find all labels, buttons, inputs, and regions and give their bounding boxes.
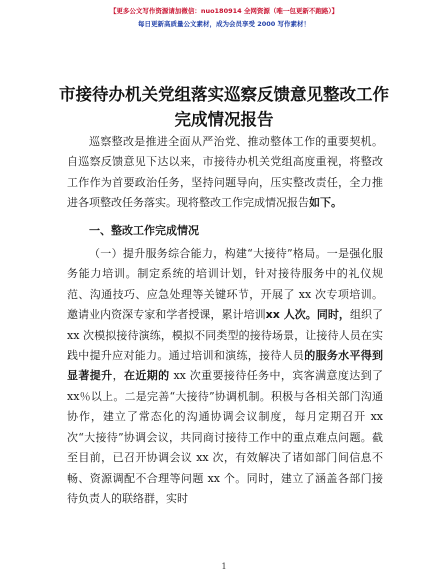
promo-line-1: 【更多公文写作资源请加微信：nuo180914 全网资源（唯一包更新不跑路）】 — [109, 7, 339, 15]
para1-part-b: xx 人次。同 — [265, 308, 328, 322]
title-line-1: 市接待办机关党组落实巡察反馈意见整改工作 — [59, 85, 389, 104]
intro-text: 巡察整改是推进全面从严治党、推动整体工作的重要契机。自巡察反馈意见下达以来，市接待办机关党组高度重视，将整改工作作为首要政治任务，坚持问题导向，压实整改责任，全力推进各项整改任务落实。现将整改工作完成情况报告 — [67, 135, 383, 210]
para1-part-g: 在近期的 — [123, 369, 170, 383]
intro-paragraph — [67, 132, 383, 214]
intro-tail: 如下。 — [309, 196, 342, 210]
document-title — [30, 82, 418, 132]
title-line-2: 完成情况报告 — [174, 110, 274, 129]
para1-part-a: （一）提升服务综合能力，构建“大接待”格局。一是强化服务能力培训。制定系统的培训计划，针对接待服务中的礼仪规范、沟通技巧、应急处理等关键环节，开展了 xx 次专项培训。邀请业内资深专家和学者授课，累计培训 — [67, 247, 383, 322]
document-body — [67, 132, 383, 509]
promo-line-2: 每日更新高质量公文素材，成为会员享受 2000 写作素材！ — [137, 20, 311, 28]
section-heading-1: 一、整改工作完成情况 — [89, 223, 199, 237]
page-number: 1 — [221, 562, 227, 571]
para1-part-e: 的服务水平得到显著提升 — [67, 349, 384, 383]
para1-part-d: 组织了 xx 次模拟接待演练，模拟不同类型的接待场景，让接待人员在实践中提升应对能力。通过培训和演练，接待人员 — [67, 308, 384, 363]
para1-part-h: xx 次重要接待任务中，宾客满意度达到了 xx％以上。二是完善“大接待”协调机制。积极与各相关部门沟通协作，建立了常态化的沟通协调会议制度，每月定期召开 xx 次“大接待”协调会议，共同商讨接待工作中的重点难点问题。截至目前，已召开协调会议 xx 次，有效解决了诸如部门间信息不畅、资源调配不合理等问题 xx 个。同时，建立了涵盖各部门接待负责人的联络群，实时 — [67, 369, 384, 505]
section1-paragraph-1 — [67, 244, 383, 509]
para1-part-c: 时， — [327, 308, 350, 322]
para1-part-f: ， — [112, 369, 124, 383]
promo-banner — [0, 6, 448, 30]
